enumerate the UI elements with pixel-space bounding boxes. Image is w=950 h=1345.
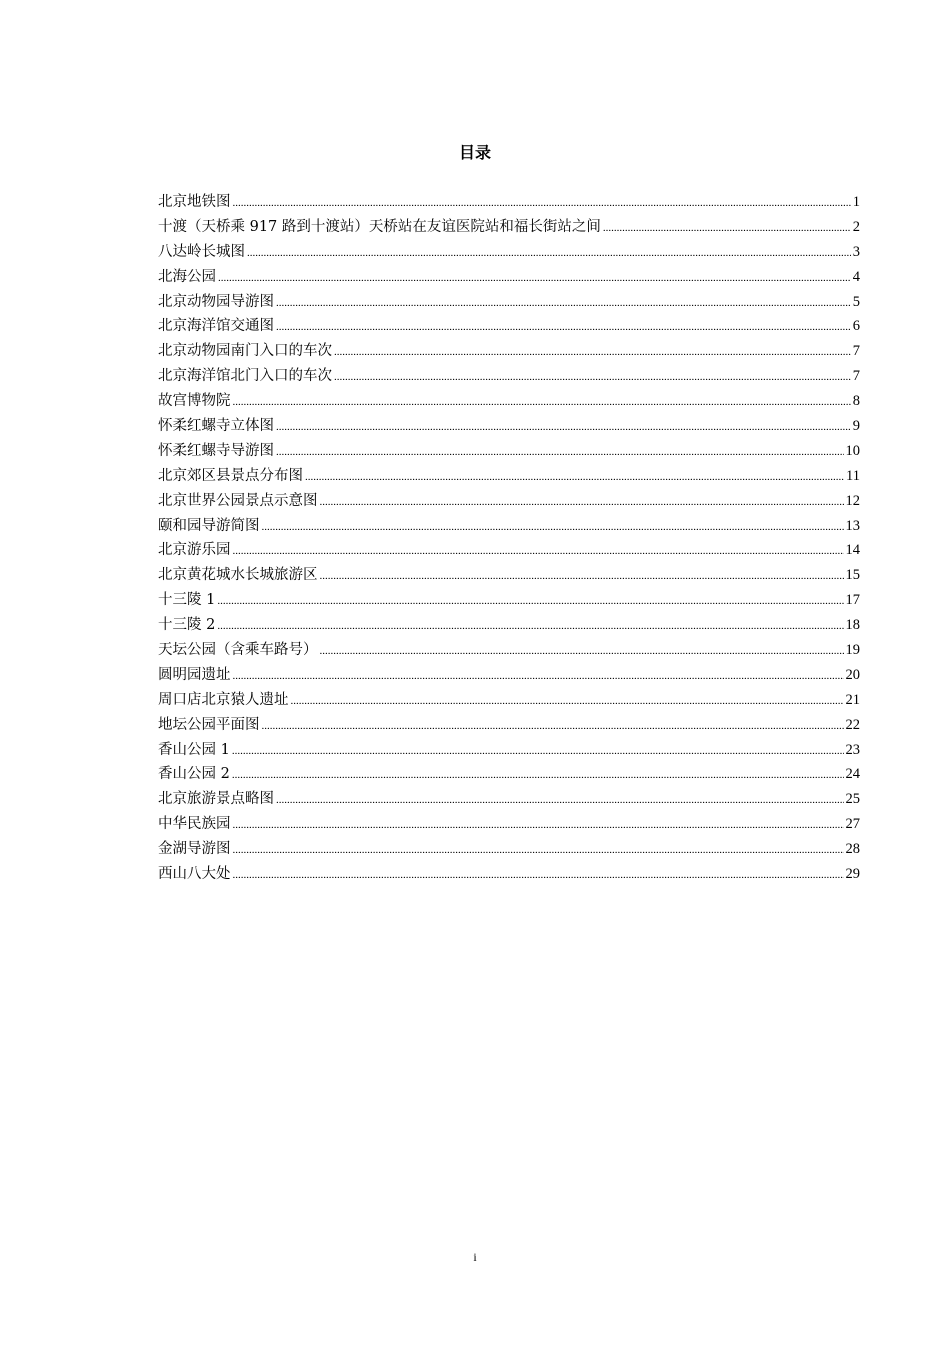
toc-entry-page-number[interactable]: 7	[852, 343, 860, 360]
toc-entry-label[interactable]: 十三陵 2	[158, 617, 216, 634]
toc-entry-page-number[interactable]: 4	[852, 268, 860, 285]
toc-dot-leader	[262, 714, 844, 739]
toc-entry-page-number[interactable]: 15	[845, 567, 860, 584]
toc-entry-label[interactable]: 西山八大处	[158, 866, 231, 883]
toc-entry-page-number[interactable]: 9	[852, 418, 860, 435]
toc-entry-label[interactable]: 香山公园 2	[158, 766, 230, 783]
toc-entry-label[interactable]: 北京旅游景点略图	[158, 791, 274, 808]
toc-dot-leader	[276, 788, 844, 813]
toc-entry-page-number[interactable]: 10	[845, 442, 860, 459]
toc-entry[interactable]	[158, 240, 860, 265]
toc-dot-leader	[334, 340, 851, 365]
toc-entry-page-number[interactable]: 27	[845, 816, 860, 833]
toc-dot-leader	[217, 589, 843, 614]
toc-entry[interactable]	[158, 339, 860, 364]
toc-dot-leader	[247, 241, 851, 266]
toc-dot-leader	[233, 664, 844, 689]
toc-entry-page-number[interactable]: 11	[846, 467, 860, 484]
toc-entry-page-number[interactable]: 28	[845, 841, 860, 858]
toc-entry[interactable]	[158, 265, 860, 290]
toc-entry-page-number[interactable]: 24	[845, 766, 860, 783]
toc-entry-page-number[interactable]: 2	[852, 218, 860, 235]
toc-dot-leader	[233, 191, 851, 216]
toc-entry[interactable]	[158, 538, 860, 563]
toc-dot-leader	[305, 465, 844, 490]
toc-entry-label[interactable]: 北京世界公园景点示意图	[158, 492, 318, 509]
toc-entry[interactable]	[158, 862, 860, 887]
toc-entry[interactable]	[158, 762, 860, 787]
toc-dot-leader	[276, 291, 851, 316]
toc-entry-page-number[interactable]: 7	[852, 368, 860, 385]
toc-dot-leader	[218, 266, 851, 291]
toc-entry-page-number[interactable]: 1	[852, 194, 860, 210]
toc-dot-leader	[291, 689, 844, 714]
toc-dot-leader	[232, 739, 844, 764]
toc-entry[interactable]	[158, 812, 860, 837]
toc-entry-label[interactable]: 圆明园遗址	[158, 666, 231, 683]
toc-entry-page-number[interactable]: 6	[852, 318, 860, 335]
toc-entry[interactable]	[158, 713, 860, 738]
toc-dot-leader	[276, 315, 851, 340]
toc-dot-leader	[233, 390, 851, 415]
toc-dot-leader	[233, 838, 844, 863]
toc-entry-label[interactable]: 北京动物园南门入口的车次	[158, 343, 332, 360]
toc-entry-page-number[interactable]: 22	[845, 716, 860, 733]
toc-dot-leader	[217, 614, 843, 639]
toc-entry[interactable]	[158, 314, 860, 339]
toc-entry-label[interactable]: 十渡（天桥乘 917 路到十渡站）天桥站在友谊医院站和福长街站之间	[158, 218, 601, 235]
toc-entry[interactable]	[158, 489, 860, 514]
toc-entry-label[interactable]: 天坛公园（含乘车路号）	[158, 642, 318, 659]
toc-entry[interactable]	[158, 837, 860, 862]
toc-entry[interactable]	[158, 588, 860, 613]
toc-dot-leader	[232, 763, 844, 788]
toc-dot-leader	[603, 216, 851, 241]
toc-entry[interactable]	[158, 190, 860, 215]
toc-dot-leader	[233, 539, 844, 564]
toc-entry-label[interactable]: 北京海洋馆北门入口的车次	[158, 368, 332, 385]
toc-entry[interactable]	[158, 464, 860, 489]
toc-entry[interactable]	[158, 563, 860, 588]
toc-dot-leader	[233, 813, 844, 838]
toc-entry-page-number[interactable]: 14	[845, 542, 860, 559]
toc-entry-label[interactable]: 北海公园	[158, 268, 216, 285]
toc-entry-label[interactable]: 八达岭长城图	[158, 243, 245, 260]
toc-entry[interactable]	[158, 364, 860, 389]
toc-entry[interactable]	[158, 738, 860, 763]
toc-entry-label[interactable]: 北京海洋馆交通图	[158, 318, 274, 335]
toc-entry-label[interactable]: 怀柔红螺寺导游图	[158, 442, 274, 459]
toc-entry-label[interactable]: 北京游乐园	[158, 542, 231, 559]
toc-entry[interactable]	[158, 290, 860, 315]
toc-entry-page-number[interactable]: 5	[852, 293, 860, 310]
page-number-footer: i	[473, 1250, 477, 1264]
toc-entry-page-number[interactable]: 18	[845, 617, 860, 634]
toc-entry-label[interactable]: 中华民族园	[158, 816, 231, 833]
toc-entry-label[interactable]: 北京动物园导游图	[158, 293, 274, 310]
toc-entry-label[interactable]: 北京地铁图	[158, 194, 231, 210]
toc-entry[interactable]	[158, 414, 860, 439]
toc-entry-page-number[interactable]: 17	[845, 592, 860, 609]
toc-entry-label[interactable]: 香山公园 1	[158, 741, 230, 758]
toc-entry-label[interactable]: 地坛公园平面图	[158, 716, 260, 733]
toc-entry-page-number[interactable]: 20	[845, 666, 860, 683]
toc-entry-label[interactable]: 金湖导游图	[158, 841, 231, 858]
toc-entry-page-number[interactable]: 3	[852, 243, 860, 260]
toc-dot-leader	[276, 440, 844, 465]
toc-entry-page-number[interactable]: 25	[845, 791, 860, 808]
toc-entry[interactable]	[158, 514, 860, 539]
toc-dot-leader	[262, 515, 844, 540]
toc-entry[interactable]	[158, 688, 860, 713]
toc-entry[interactable]	[158, 439, 860, 464]
toc-entry[interactable]	[158, 638, 860, 663]
toc-entry-page-number[interactable]: 8	[852, 393, 860, 410]
toc-dot-leader	[320, 490, 844, 515]
toc-entry-label[interactable]: 十三陵 1	[158, 592, 216, 609]
toc-dot-leader	[276, 415, 851, 440]
toc-entry[interactable]	[158, 613, 860, 638]
table-of-contents	[158, 190, 860, 887]
toc-entry-page-number[interactable]: 13	[845, 517, 860, 534]
toc-dot-leader	[334, 365, 851, 390]
toc-entry-label[interactable]: 故宫博物院	[158, 393, 231, 410]
toc-dot-leader	[320, 639, 844, 664]
toc-entry[interactable]	[158, 389, 860, 414]
toc-entry-page-number[interactable]: 23	[845, 741, 860, 758]
toc-entry-page-number[interactable]: 19	[845, 642, 860, 659]
toc-entry-label[interactable]: 怀柔红螺寺立体图	[158, 418, 274, 435]
toc-dot-leader	[320, 564, 844, 589]
toc-entry-label[interactable]: 北京黄花城水长城旅游区	[158, 567, 318, 584]
toc-entry-label[interactable]: 周口店北京猿人遗址	[158, 691, 289, 708]
toc-entry-page-number[interactable]: 29	[845, 866, 860, 883]
toc-dot-leader	[233, 863, 844, 888]
toc-entry-page-number[interactable]: 21	[845, 691, 860, 708]
toc-entry-page-number[interactable]: 12	[845, 492, 860, 509]
toc-title: 目录	[458, 143, 491, 162]
toc-entry[interactable]	[158, 787, 860, 812]
toc-entry[interactable]	[158, 663, 860, 688]
toc-entry-label[interactable]: 颐和园导游简图	[158, 517, 260, 534]
toc-entry-label[interactable]: 北京郊区县景点分布图	[158, 467, 303, 484]
toc-entry[interactable]	[158, 215, 860, 240]
